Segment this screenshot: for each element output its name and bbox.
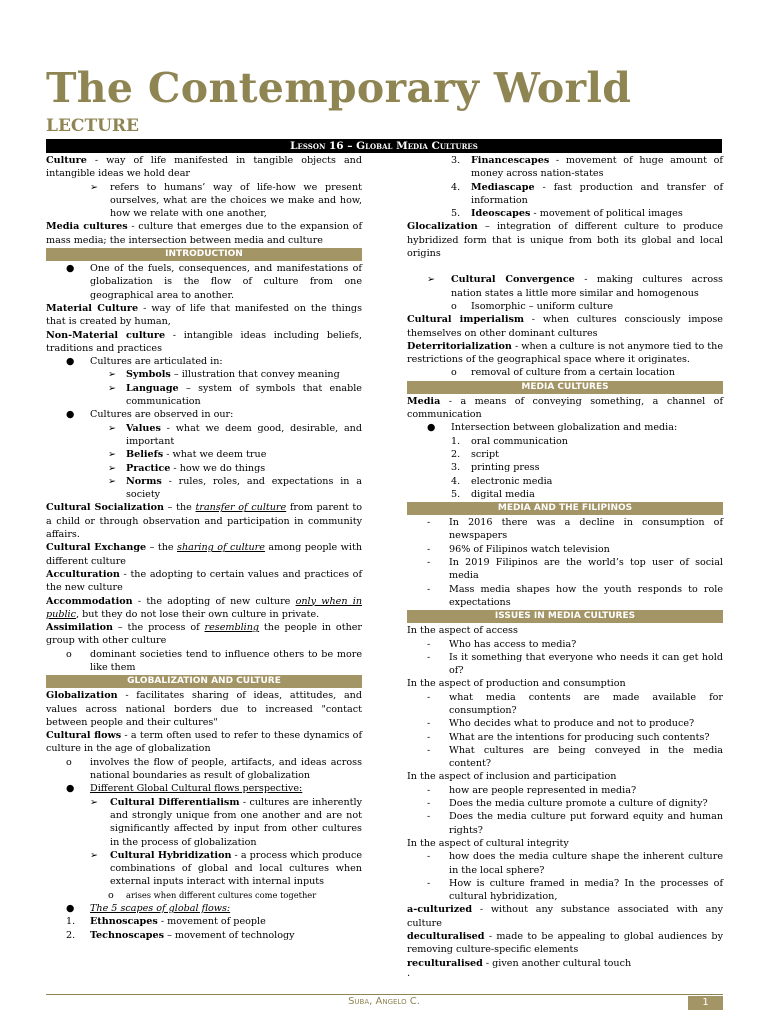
list-item: - How is culture framed in media? In the processes of cultural hybridization, (427, 877, 723, 903)
list-item: o dominant societies tend to influence others to be more like them (66, 648, 362, 673)
footer-divider (46, 994, 723, 995)
aculturized-definition: a-culturized - without any substance associated with any culture (407, 904, 723, 929)
list-item: 2. Technoscapes – movement of technology (66, 929, 295, 941)
list-item: 2. script (451, 448, 499, 460)
trailing-dot: . (407, 968, 411, 979)
list-item: o arises when different cultures come together (108, 889, 317, 901)
page-subtitle: LECTURE (46, 116, 140, 136)
list-item: ● Intersection between globalization and media: (427, 422, 678, 434)
list-item: ● Cultures are articulated in: (66, 356, 223, 368)
section-bar-media-filipinos: MEDIA AND THE FILIPINOS (407, 502, 723, 515)
glocalization-definition: Glocalization – integration of different culture to produce hybridized form that is unique from both its global and local origins (407, 221, 723, 260)
list-item: ● One of the fuels, consequences, and manifestations of globalization is the flow of culture from one geographical area to another. (66, 263, 362, 301)
section-bar-globalization: GLOBALIZATION AND CULTURE (46, 675, 362, 688)
left-column (46, 154, 362, 942)
list-item: o involves the flow of people, artifacts, and ideas across national boundaries as result of globalization (66, 756, 362, 782)
list-item: 4. electronic media (451, 475, 553, 487)
page-title: The Contemporary World (46, 64, 632, 112)
culture-definition: Culture - way of life manifested in tangible objects and intangible ideas we hold dear (46, 155, 362, 180)
aspect-heading: In the aspect of inclusion and participation (407, 771, 617, 783)
aspect-heading: In the aspect of cultural integrity (407, 837, 569, 849)
list-item: - Mass media shapes how the youth responds to role expectations (427, 583, 723, 608)
list-item: 3. printing press (451, 462, 540, 474)
list-item: ➢ Values - what we deem good, desirable, and important (108, 422, 362, 447)
list-item: ➢ Cultural Hybridization - a process which produce combinations of global and local cultures when external inputs interact with internal inputs (90, 849, 362, 888)
section-bar-issues: ISSUES IN MEDIA CULTURES (407, 610, 723, 623)
media-cultures-definition: Media cultures - culture that emerges due to the expansion of mass media; the intersection between media and culture (46, 221, 362, 246)
list-item: ➢ Beliefs - what we deem true (108, 449, 267, 461)
list-item: ➢ refers to humans’ way of life-how we present ourselves, what are the choices we make and how, how we relate with one another, (90, 181, 362, 220)
list-item: - how does the media culture shape the inherent culture in the local sphere? (427, 851, 723, 876)
list-item: - What are the intentions for producing such contents? (427, 731, 710, 743)
list-item: ● Different Global Cultural flows perspective: (66, 783, 303, 795)
list-item: ➢ Practice - how we do things (108, 462, 266, 474)
right-column (407, 154, 723, 970)
list-item: 5. Ideoscapes - movement of political images (451, 208, 683, 220)
list-item: - 96% of Filipinos watch television (427, 543, 610, 555)
exchange-definition: Cultural Exchange – the sharing of culture among people with different culture (46, 542, 362, 567)
list-item: ➢ Cultural Differentialism - cultures are inherently and strongly unique from one another and are not significantly affected by input from other cultures in the process of globalization (90, 796, 362, 848)
aspect-heading: In the aspect of access (407, 625, 518, 637)
deterritorialization-definition: Deterritorialization - when a culture is not anymore tied to the restrictions of the geographical space where it originates. (407, 340, 723, 366)
list-item: - In 2016 there was a decline in consumption of newspapers (427, 517, 723, 542)
reculturalised-definition: reculturalised - given another cultural touch (407, 957, 632, 969)
nonmaterial-culture-definition: Non-Material culture - intangible ideas including beliefs, traditions and practices (46, 329, 362, 354)
list-item: - Who has access to media? (427, 638, 577, 650)
footer-author: Suba, Angelo C. (348, 996, 420, 1007)
imperialism-definition: Cultural imperialism - when cultures consciously impose themselves on other dominant cultures (407, 314, 723, 339)
cultural-flows-definition: Cultural flows - a term often used to refer to these dynamics of culture in the age of globalization (46, 730, 362, 755)
list-item: o Isomorphic – uniform culture (451, 300, 614, 312)
accommodation-definition: Accommodation - the adopting of new culture only when in public, but they do not lose their own culture in private. (46, 595, 362, 620)
list-item: ● Cultures are observed in our: (66, 409, 234, 421)
list-item: 1. Ethnoscapes - movement of people (66, 916, 266, 928)
list-item: 1. oral communication (451, 435, 568, 447)
page-number: 1 (688, 996, 723, 1010)
acculturation-definition: Acculturation - the adopting to certain values and practices of the new culture (46, 568, 362, 594)
list-item: - Who decides what to produce and not to produce? (427, 718, 695, 730)
lesson-heading: Lesson 16 – Global Media Cultures (46, 139, 722, 153)
list-item: - Is it something that everyone who needs it can get hold of? (427, 651, 723, 677)
material-culture-definition: Material Culture - way of life that manifested on the things that is created by human, (46, 302, 362, 328)
list-item: - In 2019 Filipinos are the world’s top user of social media (427, 557, 723, 582)
list-item: ➢ Symbols – illustration that convey meaning (108, 369, 340, 381)
aspect-heading: In the aspect of production and consumption (407, 678, 626, 690)
list-item: ➢ Norms - rules, roles, and expectations in a society (108, 475, 362, 501)
socialization-definition: Cultural Socialization – the transfer of culture from parent to a child or through observation and participation in community affairs. (46, 502, 363, 541)
assimilation-definition: Assimilation – the process of resembling the people in other group with other culture (46, 622, 363, 647)
list-item: 4. Mediascape - fast production and transfer of information (451, 181, 723, 206)
globalization-definition: Globalization - facilitates sharing of ideas, attitudes, and values across national borders due to increased "contact between people and their cultures" (46, 690, 362, 728)
section-bar-media-cultures: MEDIA CULTURES (407, 381, 723, 394)
media-definition: Media - a means of conveying something, a channel of communication (407, 395, 723, 421)
list-item: o removal of culture from a certain location (451, 367, 675, 379)
list-item: 3. Financescapes - movement of huge amount of money across nation-states (451, 155, 723, 180)
list-item: - Does the media culture promote a culture of dignity? (427, 798, 708, 810)
list-item: 5. digital media (451, 488, 535, 500)
list-item: ➢ Language – system of symbols that enable communication (108, 382, 362, 408)
list-item: - Does the media culture put forward equity and human rights? (427, 811, 723, 836)
list-item: - what media contents are made available for consumption? (427, 691, 723, 716)
section-bar-introduction: INTRODUCTION (46, 248, 362, 261)
deculturalised-definition: deculturalised - made to be appealing to global audiences by removing culture-specific elements (407, 931, 723, 956)
list-item: - What cultures are being conveyed in the media content? (427, 744, 723, 770)
list-item: - how are people represented in media? (427, 784, 637, 796)
list-item: ➢ Cultural Convergence - making cultures across nation states a little more similar and homogenous (427, 274, 723, 299)
list-item: ● The 5 scapes of global flows: (66, 903, 231, 915)
